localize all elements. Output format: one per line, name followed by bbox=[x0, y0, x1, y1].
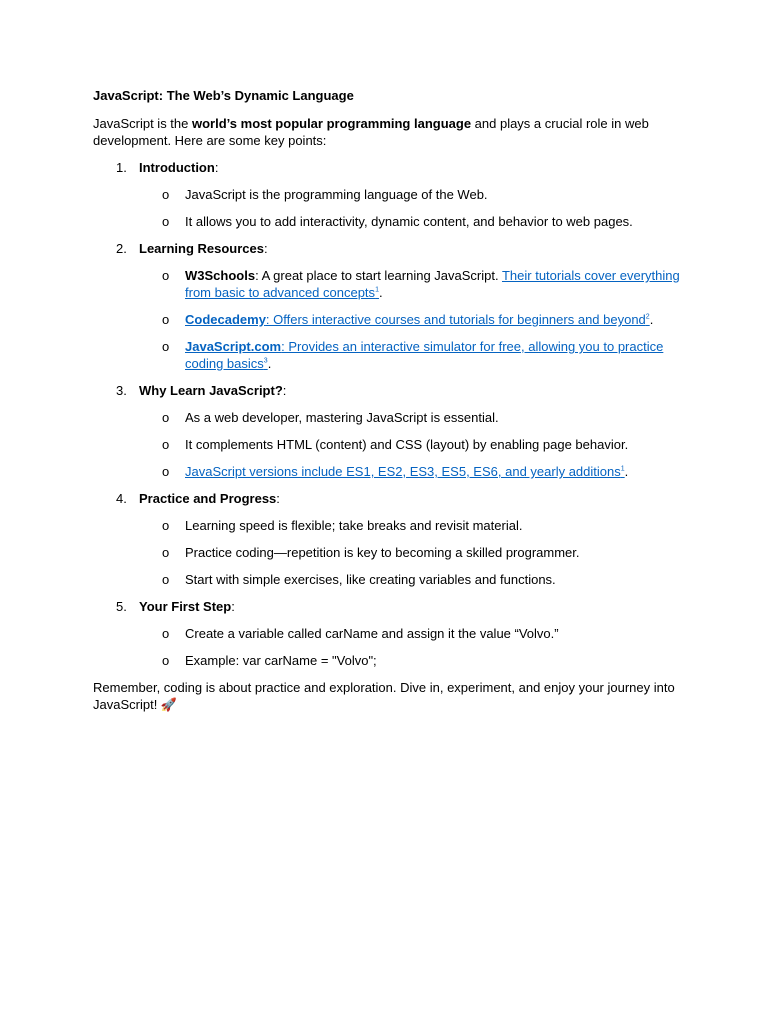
bullet-icon: o bbox=[162, 572, 170, 587]
list-item-text: Example: var carName = "Volvo"; bbox=[185, 653, 377, 668]
list-item bbox=[139, 186, 683, 203]
section-learning-resources bbox=[93, 240, 683, 372]
intro-text: JavaScript is the bbox=[93, 116, 192, 131]
sub-list bbox=[139, 517, 683, 588]
section-heading-text: Learning Resources bbox=[139, 241, 264, 256]
footnote-ref[interactable]: 2 bbox=[645, 313, 650, 321]
footnote-ref[interactable]: 3 bbox=[263, 357, 268, 365]
section-heading: Practice and Progress: bbox=[139, 491, 280, 506]
list-item-text: Start with simple exercises, like creating variables and functions. bbox=[185, 572, 556, 587]
bullet-icon: o bbox=[162, 653, 170, 668]
sub-list bbox=[139, 625, 683, 669]
codecademy-link[interactable] bbox=[185, 312, 650, 327]
section-heading: Why Learn JavaScript?: bbox=[139, 383, 287, 398]
resource-name[interactable]: Codecademy bbox=[185, 312, 266, 327]
list-item-text: As a web developer, mastering JavaScript is essential. bbox=[185, 410, 499, 425]
sub-list bbox=[139, 409, 683, 480]
list-item bbox=[139, 625, 683, 642]
bullet-icon: o bbox=[162, 437, 170, 452]
list-item bbox=[139, 409, 683, 426]
list-item: o JavaScript.com: Provides an interactive simulator for free, allowing you to practice coding basics$^3$. bbox=[162, 339, 664, 371]
resource-name[interactable]: JavaScript.com bbox=[185, 339, 282, 354]
sub-list bbox=[139, 186, 683, 230]
section-number: 3. bbox=[116, 383, 127, 398]
list-item bbox=[139, 436, 683, 453]
bullet-icon: o bbox=[162, 187, 170, 202]
list-item-text: It allows you to add interactivity, dynamic content, and behavior to web pages. bbox=[185, 214, 633, 229]
key-points-list bbox=[93, 159, 683, 669]
section-first-step bbox=[93, 598, 683, 669]
bullet-icon: o bbox=[162, 339, 170, 354]
link-text[interactable]: : Provides an interactive simulator for free, allowing you to practice coding basics bbox=[185, 339, 664, 371]
list-item bbox=[139, 213, 683, 230]
versions-link[interactable] bbox=[185, 464, 625, 479]
section-heading: Your First Step: bbox=[139, 599, 235, 614]
bullet-icon: o bbox=[162, 518, 170, 533]
list-item-text: Create a variable called carName and assign it the value “Volvo.” bbox=[185, 626, 559, 641]
bullet-icon: o bbox=[162, 545, 170, 560]
section-heading-text: Why Learn JavaScript? bbox=[139, 383, 283, 398]
list-item: o W3Schools: A great place to start learning JavaScript. Their tutorials cover everything from basic to advanced concepts$^1$. bbox=[162, 268, 680, 300]
footnote-ref[interactable]: 1 bbox=[375, 286, 379, 294]
section-practice-progress bbox=[93, 490, 683, 588]
section-number: 4. bbox=[116, 491, 127, 506]
bullet-icon: o bbox=[162, 464, 170, 479]
closing-paragraph: Remember, coding is about practice and exploration. Dive in, experiment, and enjoy your journey into JavaScript! 🚀 bbox=[93, 680, 675, 712]
intro-bold: world’s most popular programming language bbox=[192, 116, 472, 131]
section-number: 1. bbox=[116, 160, 127, 175]
page-title: JavaScript: The Web’s Dynamic Language bbox=[93, 88, 354, 103]
sub-list bbox=[139, 267, 683, 372]
bullet-icon: o bbox=[162, 312, 170, 327]
section-why-learn bbox=[93, 382, 683, 480]
list-item bbox=[139, 517, 683, 534]
list-item-text: Practice coding—repetition is key to becoming a skilled programmer. bbox=[185, 545, 580, 560]
bullet-icon: o bbox=[162, 268, 170, 283]
link-text[interactable]: : Offers interactive courses and tutorials for beginners and beyond bbox=[265, 312, 646, 327]
list-item bbox=[139, 544, 683, 561]
section-heading-text: Practice and Progress bbox=[139, 491, 277, 506]
list-item bbox=[139, 652, 683, 669]
section-heading: Learning Resources: bbox=[139, 241, 268, 256]
document-body bbox=[93, 87, 683, 713]
section-heading-text: Introduction bbox=[139, 160, 215, 175]
link-text[interactable]: JavaScript versions include ES1, ES2, ES3, ES5, ES6, and yearly additions bbox=[185, 464, 621, 479]
intro-text-end: and plays a crucial role in web development. Here are some key points: bbox=[93, 116, 649, 148]
footnote-ref[interactable]: 1 bbox=[620, 465, 625, 473]
list-item-text: It complements HTML (content) and CSS (layout) by enabling page behavior. bbox=[185, 437, 629, 452]
bullet-icon: o bbox=[162, 626, 170, 641]
list-item-text: JavaScript is the programming language of the Web. bbox=[185, 187, 488, 202]
section-heading-text: Your First Step bbox=[139, 599, 232, 614]
list-item-text: Learning speed is flexible; take breaks and revisit material. bbox=[185, 518, 523, 533]
list-item: o JavaScript versions include ES1, ES2, ES3, ES5, ES6, and yearly additions$^1$. bbox=[162, 464, 629, 479]
javascript-com-link[interactable] bbox=[185, 339, 663, 371]
section-number: 2. bbox=[116, 241, 127, 256]
resource-name: W3Schools bbox=[185, 268, 256, 283]
section-introduction bbox=[93, 159, 683, 230]
bullet-icon: o bbox=[162, 410, 170, 425]
section-heading: Introduction: bbox=[139, 160, 219, 175]
list-item-text: : A great place to start learning JavaScript. bbox=[255, 268, 502, 283]
bullet-icon: o bbox=[162, 214, 170, 229]
section-number: 5. bbox=[116, 599, 127, 614]
link-text[interactable]: Their tutorials cover everything from basic to advanced concepts bbox=[185, 268, 680, 300]
list-item bbox=[139, 571, 683, 588]
intro-paragraph bbox=[93, 115, 683, 149]
list-item: o Codecademy: Offers interactive courses and tutorials for beginners and beyond$^2$. bbox=[162, 312, 654, 327]
